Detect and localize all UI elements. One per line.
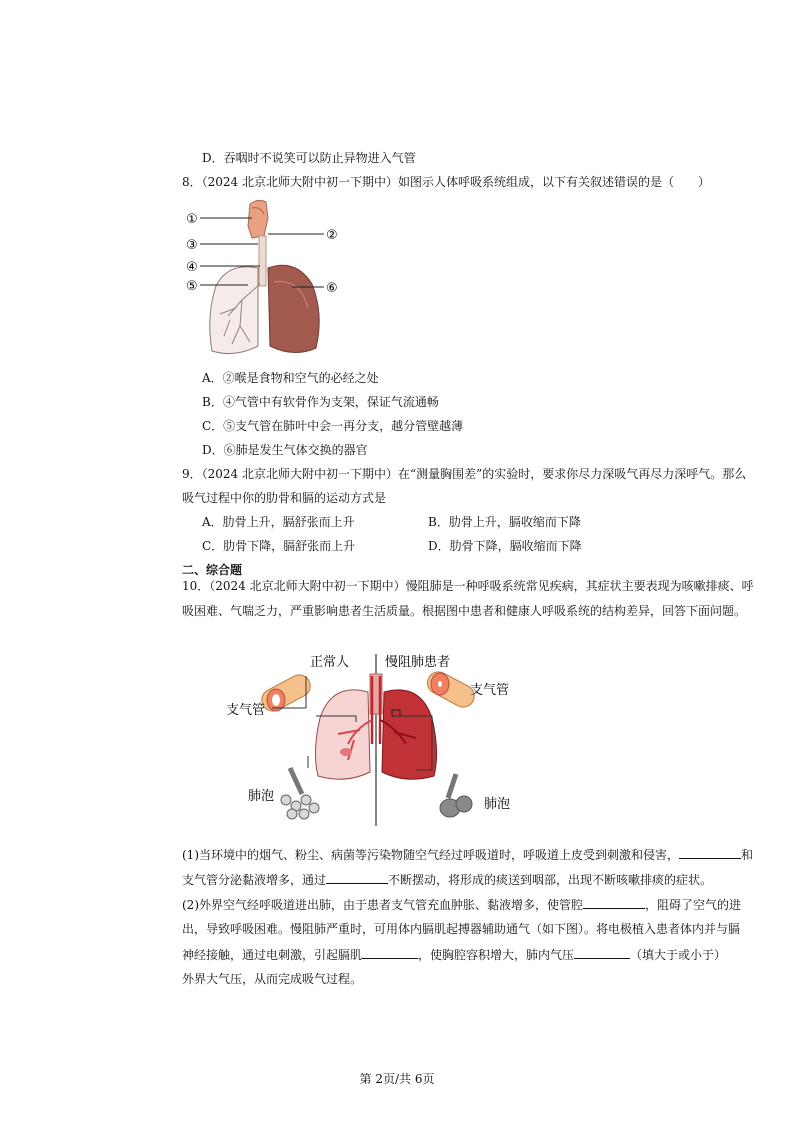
q9-option-b: B．肋骨上升，膈收缩而下降 — [428, 515, 581, 529]
q10-part2-text-f: （填大于或小于） — [630, 948, 727, 962]
label-1: ① — [186, 212, 198, 227]
q10-part2-line4: 外界大气压，从而完成吸气过程。 — [182, 972, 363, 986]
q8-option-a: A．②喉是食物和空气的必经之处 — [202, 371, 379, 385]
answer-blank-5[interactable] — [574, 946, 630, 959]
answer-blank-2[interactable] — [326, 871, 388, 884]
q10-part1-line1 — [182, 846, 753, 863]
q8-option-c: C．⑤支气管在肺叶中会一再分支，越分管壁越薄 — [202, 419, 464, 433]
section-title: 二、综合题 — [182, 563, 243, 577]
q9-stem-line1: 9．（2024 北京北师大附中初一下期中）在“测量胸围差”的实验时，要求你尽力深吸气再尽力深呼气。那么 — [182, 467, 747, 481]
respiratory-system-figure — [180, 196, 350, 362]
q10-part1-text-d: 不断摆动，将形成的痰送到咽部，出现不断咳嗽排痰的症状。 — [388, 873, 713, 887]
normal-label: 正常人 — [310, 655, 350, 670]
answer-blank-4[interactable] — [362, 946, 418, 959]
label-3: ③ — [186, 238, 198, 253]
q8-option-d: D．⑥肺是发生气体交换的器官 — [202, 443, 368, 457]
q9-option-c: C．肋骨下降，膈舒张而上升 — [202, 539, 356, 553]
label-5: ⑤ — [186, 279, 198, 294]
alveoli-label-left: 肺泡 — [248, 789, 275, 804]
q10-stem-line2: 吸困难、气喘乏力，严重影响患者生活质量。根据图中患者和健康人呼吸系统的结构差异，回答下面问题。 — [182, 604, 747, 618]
q10-part1-text-b: 和 — [741, 848, 754, 862]
bronchus-label-left: 支气管 — [226, 703, 266, 718]
q10-part1-text-c: 支气管分泌黏液增多，通过 — [182, 873, 327, 887]
q9-option-d: D．肋骨下降，膈收缩而下降 — [428, 539, 582, 553]
label-6: ⑥ — [326, 281, 338, 296]
q9-option-a: A．肋骨上升，膈舒张而上升 — [202, 515, 355, 529]
label-4: ④ — [186, 260, 198, 275]
bronchus-label-right: 支气管 — [470, 683, 510, 698]
q10-part2-line1 — [182, 896, 741, 913]
q7-option-d: D．吞咽时不说笑可以防止异物进入气管 — [202, 151, 416, 165]
q8-option-b: B．④气管中有软骨作为支架，保证气流通畅 — [202, 395, 439, 409]
q10-part2-text-b: ，阻碍了空气的进 — [645, 898, 742, 912]
copd-comparison-figure — [220, 648, 530, 830]
q10-part2-line3 — [182, 946, 726, 963]
answer-blank-3[interactable] — [583, 896, 645, 909]
q10-stem-line1: 10．（2024 北京北师大附中初一下期中）慢阻肺是一种呼吸系统常见疾病，其症状主要表现为咳嗽排痰、呼 — [182, 579, 754, 593]
q10-part2-line2: 出，导致呼吸困难。慢阻肺严重时，可用体内膈肌起搏器辅助通气（如下图）。将电极植入患者体内并与膈 — [182, 922, 741, 936]
patient-label: 慢阻肺患者 — [385, 655, 451, 670]
alveoli-label-right: 肺泡 — [484, 797, 511, 812]
q10-part2-text-e: ，使胸腔容积增大，肺内气压 — [418, 948, 575, 962]
q10-part2-text-d: 神经接触，通过电刺激，引起膈肌 — [182, 948, 363, 962]
q8-stem: 8．（2024 北京北师大附中初一下期中）如图示人体呼吸系统组成，以下有关叙述错误的是（ ） — [182, 175, 710, 189]
answer-blank-1[interactable] — [679, 846, 741, 859]
q10-part1-line2 — [182, 871, 712, 888]
page-footer: 第 2页/共 6页 — [359, 1072, 435, 1086]
q10-part2-text-a: (2)外界空气经呼吸道进出肺，由于患者支气管充血肿胀、黏液增多，使管腔 — [182, 898, 584, 912]
q9-stem-line2: 吸气过程中你的肋骨和膈的运动方式是 — [182, 491, 387, 505]
q10-part1-text-a: (1)当环境中的烟气、粉尘、病菌等污染物随空气经过呼吸道时，呼吸道上皮受到刺激和侵害， — [182, 848, 680, 862]
label-2: ② — [326, 228, 338, 243]
